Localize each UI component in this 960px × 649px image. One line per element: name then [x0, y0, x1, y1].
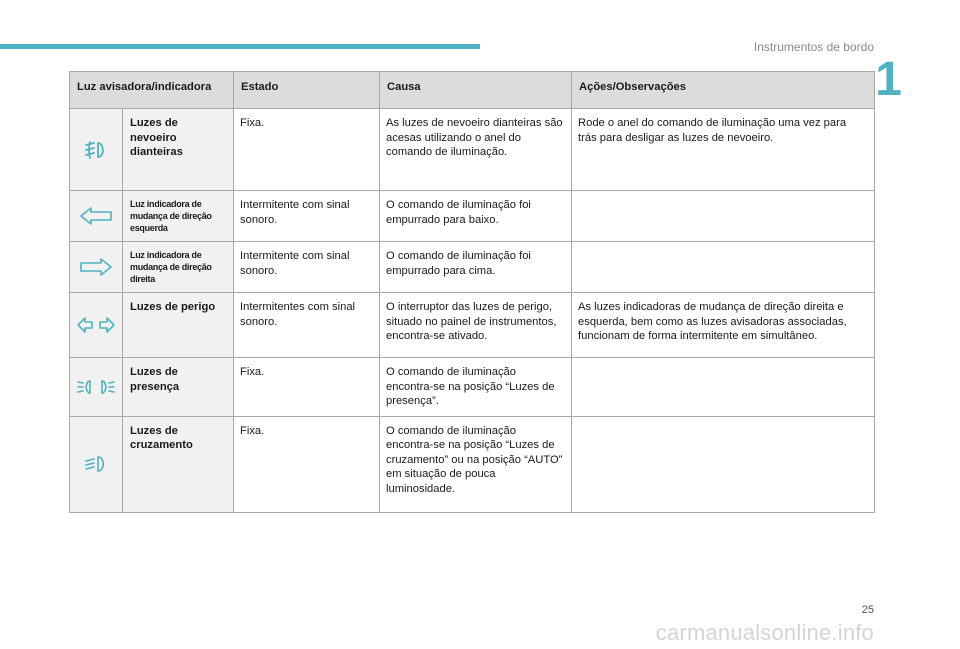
table-row [70, 416, 875, 512]
icon-cell [70, 242, 123, 293]
table-row [70, 109, 875, 191]
estado-value: Fixa. [234, 109, 380, 191]
table-row [70, 358, 875, 417]
indicator-name: Luzes de nevoeiro dianteiras [123, 109, 234, 191]
column-header-estado: Estado [234, 72, 380, 109]
table-row [70, 293, 875, 358]
causa-value: O comando de iluminação encontra-se na posição “Luzes de presença”. [380, 358, 572, 417]
table-header-row [70, 72, 875, 109]
observacoes-value [572, 191, 875, 242]
observacoes-value [572, 358, 875, 417]
section-title: Instrumentos de bordo [753, 40, 874, 54]
estado-value: Intermitentes com sinal sonoro. [234, 293, 380, 358]
estado-value: Fixa. [234, 358, 380, 417]
icon-cell [70, 293, 123, 358]
page-number: 25 [861, 604, 874, 616]
icon-cell [70, 358, 123, 417]
indicator-name: Luzes de perigo [123, 293, 234, 358]
indicator-name: Luzes de presença [123, 358, 234, 417]
top-accent-bar [0, 44, 480, 49]
watermark: carmanualsonline.info [655, 620, 874, 645]
observacoes-value [572, 416, 875, 512]
observacoes-value: Rode o anel do comando de iluminação uma vez para trás para desligar as luzes de nevoeiro. [572, 109, 875, 191]
turn-right-arrow-icon [79, 257, 113, 277]
icon-cell [70, 191, 123, 242]
chapter-number: 1 [875, 53, 902, 106]
icon-cell [70, 109, 123, 191]
sidelights-icon [76, 377, 116, 397]
observacoes-value [572, 242, 875, 293]
estado-value: Fixa. [234, 416, 380, 512]
hazard-arrows-icon [76, 315, 116, 335]
table-row [70, 242, 875, 293]
causa-value: O interruptor das luzes de perigo, situado no painel de instrumentos, encontra-se ativado. [380, 293, 572, 358]
warning-lights-table [69, 71, 875, 513]
estado-value: Intermitente com sinal sonoro. [234, 242, 380, 293]
causa-value: As luzes de nevoeiro dianteiras são acesas utilizando o anel do comando de iluminação. [380, 109, 572, 191]
column-header-indicator: Luz avisadora/indicadora [70, 72, 234, 109]
indicator-name: Luzes de cruzamento [123, 416, 234, 512]
causa-value: O comando de iluminação foi empurrado para baixo. [380, 191, 572, 242]
column-header-causa: Causa [380, 72, 572, 109]
causa-value: O comando de iluminação encontra-se na posição “Luzes de cruzamento” ou na posição “AUTO” em situação de pouca luminosidade. [380, 416, 572, 512]
table-row [70, 191, 875, 242]
dipped-beam-icon [82, 454, 110, 474]
turn-left-arrow-icon [79, 206, 113, 226]
column-header-observacoes: Ações/Observações [572, 72, 875, 109]
causa-value: O comando de iluminação foi empurrado para cima. [380, 242, 572, 293]
estado-value: Intermitente com sinal sonoro. [234, 191, 380, 242]
indicator-name: Luz indicadora de mudança de direção direita [123, 242, 234, 293]
icon-cell [70, 416, 123, 512]
front-fog-lamp-icon [84, 140, 108, 160]
observacoes-value: As luzes indicadoras de mudança de direção direita e esquerda, bem como as luzes avisadoras associadas, funcionam de forma intermitente em simultâneo. [572, 293, 875, 358]
indicator-name: Luz indicadora de mudança de direção esquerda [123, 191, 234, 242]
